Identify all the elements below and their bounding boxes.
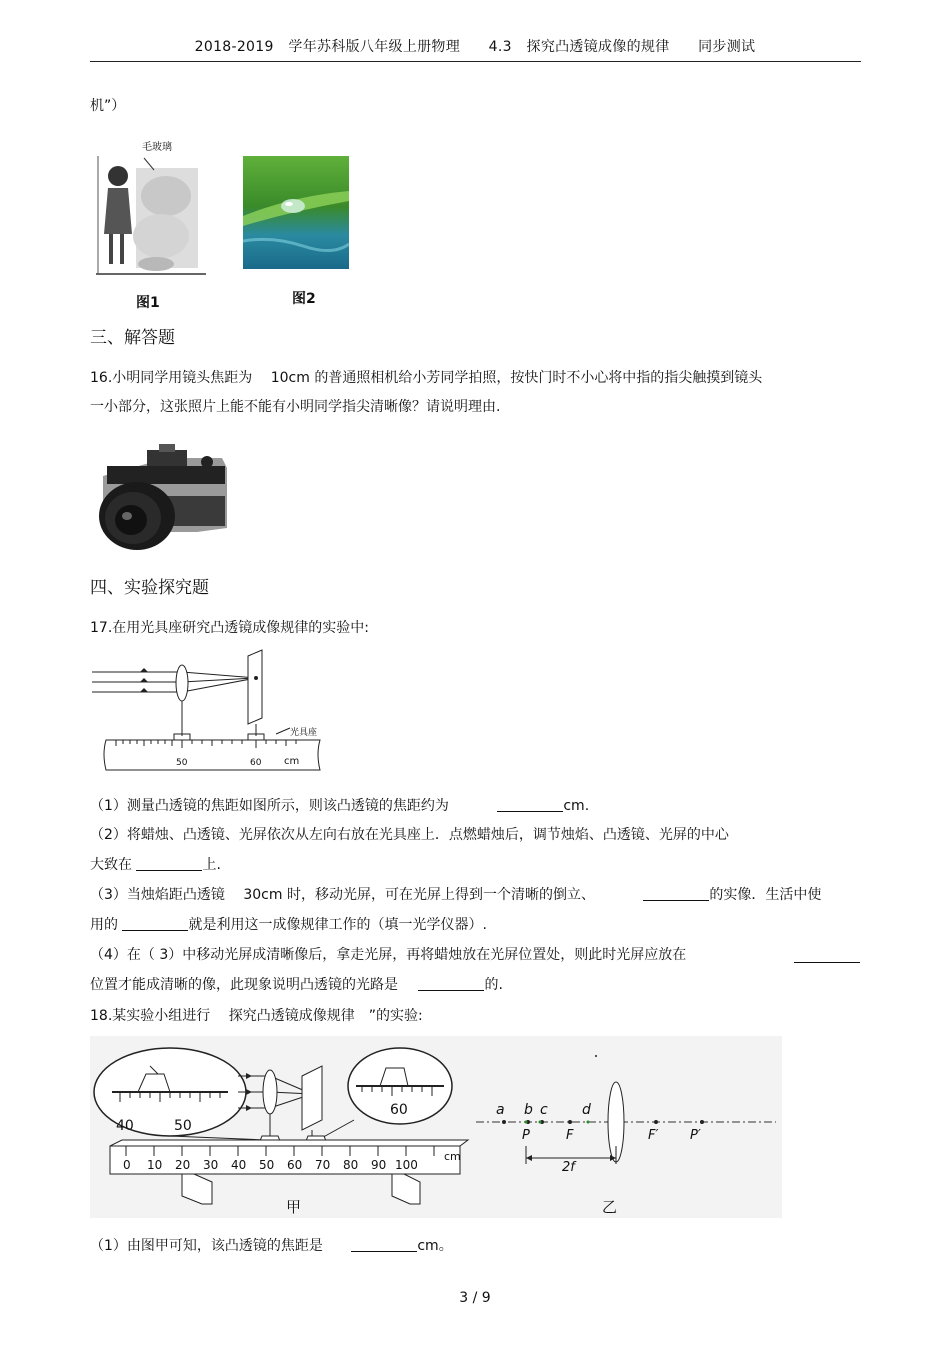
q16-line1: 16.小明同学用镜头焦距为 10cm 的普通照相机给小芳同学拍照，按快门时不小心将中指的指尖触摸到镜头	[90, 370, 763, 386]
ruler-tick-90: 90	[371, 1158, 387, 1172]
tick-50-label: 50	[176, 758, 188, 768]
q17-p3-line1-text: （3）当烛焰距凸透镜 30cm 时，移动光屏，可在光屏上得到一个清晰的倒立、	[90, 887, 595, 903]
previous-question-tail: 机”）	[90, 98, 126, 114]
ruler-tick-40: 40	[231, 1158, 247, 1172]
figure-2-caption: 图2	[292, 291, 316, 307]
point-d: d	[582, 1102, 591, 1118]
ruler-tick-0: 0	[123, 1158, 131, 1172]
q17-p2-line2-end: 上.	[202, 857, 221, 873]
point-c: c	[540, 1102, 548, 1118]
q17-blank-3[interactable]	[643, 886, 709, 901]
ruler-tick-80: 80	[343, 1158, 359, 1172]
ruler-tick-60: 60	[287, 1158, 303, 1172]
q18-stem: 18.某实验小组进行 探究凸透镜成像规律 ”的实验:	[90, 1008, 423, 1024]
zoom-left-tick-50: 50	[174, 1118, 192, 1134]
q17-p2-line2-text: 大致在	[90, 857, 132, 873]
q17-blank-4[interactable]	[122, 916, 188, 931]
q17-p1-text: （1）测量凸透镜的焦距如图所示，则该凸透镜的焦距约为	[90, 798, 449, 814]
q17-p3-line2-text: 用的	[90, 917, 118, 933]
ruler-tick-30: 30	[203, 1158, 219, 1172]
ruler-tick-10: 10	[147, 1158, 163, 1172]
q17-p2-line1: （2）将蜡烛、凸透镜、光屏依次从左向右放在光具座上．点燃蜡烛后，调节烛焰、凸透镜、光屏的中心	[90, 827, 729, 843]
header-rule	[90, 61, 861, 62]
zoom-left-tick-40: 40	[116, 1118, 134, 1134]
figure-1-image	[96, 136, 206, 278]
ruler-tick-20: 20	[175, 1158, 191, 1172]
point-P-prime: P′	[690, 1128, 701, 1143]
q17-blank-2[interactable]	[136, 856, 202, 871]
bench-label: 光具座	[290, 728, 318, 738]
q17-p4-line2-text: 位置才能成清晰的像，此现象说明凸透镜的光路是	[90, 977, 398, 993]
page-number: 3 / 9	[459, 1290, 491, 1306]
q18-figure-a	[90, 1036, 470, 1218]
point-F-prime: F′	[648, 1128, 659, 1143]
q17-p3-line2-end: 就是利用这一成像规律工作的（填一光学仪器）.	[188, 917, 487, 933]
ruler-tick-50: 50	[259, 1158, 275, 1172]
q18-blank-1[interactable]	[351, 1237, 417, 1252]
q18-p1-text: （1）由图甲可知，该凸透镜的焦距是	[90, 1238, 323, 1254]
q18-p1-unit: cm。	[417, 1238, 453, 1254]
q17-p4-line1: （4）在（ 3）中移动光屏成清晰像后，拿走光屏，再将蜡烛放在光屏位置处，则此时光屏应放在	[90, 947, 687, 963]
figure-1-caption: 图1	[136, 295, 160, 311]
point-F: F	[566, 1128, 574, 1143]
section-4-heading: 四、实验探究题	[90, 578, 209, 598]
q17-p1-unit: cm.	[563, 798, 590, 814]
figure-b-label: 乙	[602, 1198, 618, 1216]
q17-optical-bench-figure	[90, 648, 326, 776]
page-header: 2018-2019 学年苏科版八年级上册物理 4.3 探究凸透镜成像的规律 同步测试	[194, 39, 756, 55]
figure-a-label: 甲	[286, 1198, 302, 1216]
section-3-heading: 三、解答题	[90, 328, 175, 348]
q16-line2: 一小部分，这张照片上能不能有小明同学指尖清晰像？请说明理由.	[90, 399, 501, 415]
q18-figure-b	[470, 1036, 782, 1218]
dim-2f: 2f	[562, 1160, 575, 1175]
point-a: a	[496, 1102, 505, 1118]
frosted-glass-label: 毛玻璃	[142, 142, 172, 153]
q17-blank-5[interactable]	[794, 948, 860, 963]
camera-image	[97, 436, 228, 552]
ruler-unit: cm	[444, 1150, 461, 1163]
q17-blank-1[interactable]	[497, 797, 563, 812]
q17-stem: 17.在用光具座研究凸透镜成像规律的实验中:	[90, 620, 369, 636]
unit-label: cm	[284, 756, 300, 767]
ruler-tick-70: 70	[315, 1158, 331, 1172]
tick-60-label: 60	[250, 758, 262, 768]
point-P: P	[522, 1128, 530, 1143]
figure-2-image	[243, 156, 349, 269]
point-b: b	[524, 1102, 533, 1118]
q17-blank-6[interactable]	[418, 976, 484, 991]
ruler-tick-100: 100	[395, 1158, 418, 1172]
zoom-right-tick-60: 60	[390, 1102, 408, 1118]
q17-p4-line2-end: 的.	[484, 977, 503, 993]
q17-p3-line1-end: 的实像．生活中使	[709, 887, 822, 903]
